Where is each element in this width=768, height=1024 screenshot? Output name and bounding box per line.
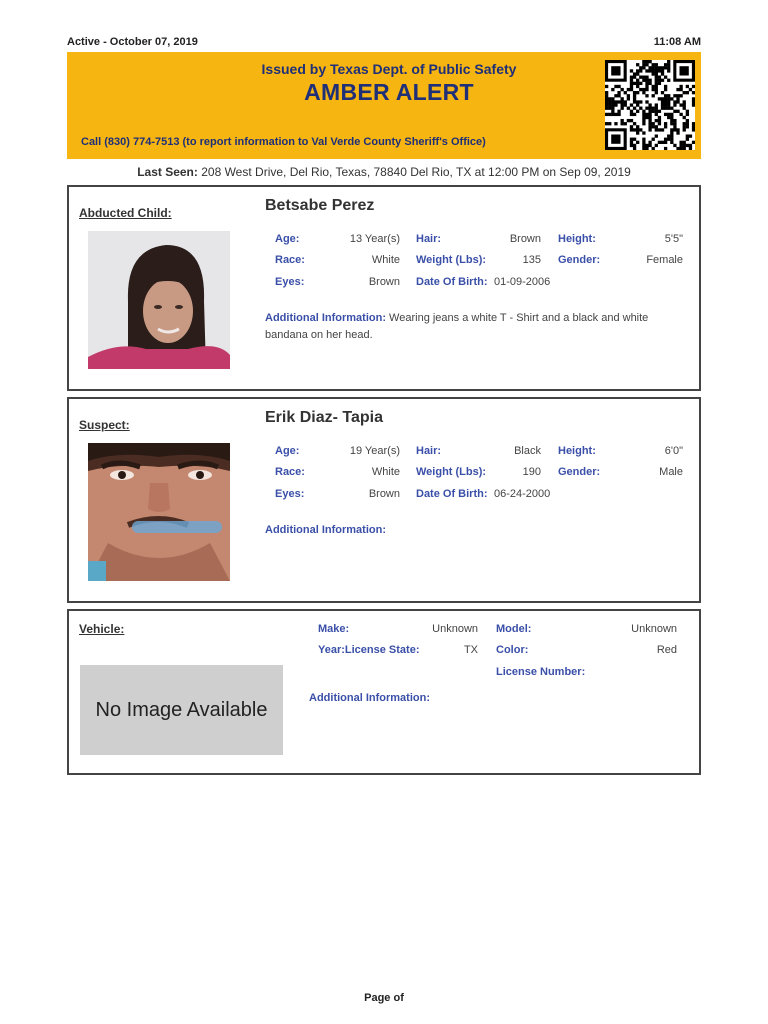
suspect-age: 19 Year(s) (349, 445, 400, 457)
suspect-race: White (371, 466, 400, 478)
suspect-hair: Black (514, 445, 541, 457)
vehicle-model-label: Model: (496, 623, 532, 635)
last-seen (67, 165, 701, 179)
child-height: 5'5" (664, 233, 683, 245)
child-weight: 135 (522, 254, 541, 266)
suspect-hair-label: Hair: (416, 445, 442, 457)
suspect-age-label: Age: (275, 445, 300, 457)
suspect-height: 6'0" (664, 445, 683, 457)
child-age: 13 Year(s) (349, 233, 400, 245)
vehicle-no-image: No Image Available (80, 665, 283, 755)
suspect-dob: 06-24-2000 (494, 488, 551, 500)
child-gender: Female (646, 254, 683, 266)
suspect-gender-label: Gender: (558, 466, 601, 478)
suspect-additional-info (265, 522, 685, 539)
child-gender-label: Gender: (558, 254, 601, 266)
child-race-label: Race: (275, 254, 305, 266)
child-race: White (371, 254, 400, 266)
status-time: 11:08 AM (653, 36, 701, 48)
vehicle-color: Red (656, 644, 677, 656)
vehicle-year-state: TX (463, 644, 478, 656)
issued-by: Issued by Texas Dept. of Public Safety (261, 61, 517, 77)
child-dob: 01-09-2006 (494, 276, 551, 288)
vehicle-section-label: Vehicle: (79, 622, 125, 636)
child-additional-text: Wearing jeans a white T - Shirt and a black and white bandana on her head. (265, 312, 649, 341)
status-line (67, 34, 701, 50)
suspect-panel (67, 397, 701, 603)
child-additional-info (265, 310, 685, 344)
child-name: Betsabe Perez (265, 197, 375, 214)
page-footer: Page of (364, 992, 404, 1004)
child-panel (67, 185, 701, 391)
qr-code-icon[interactable] (605, 60, 695, 150)
vehicle-additional-label: Additional Information: (309, 692, 430, 704)
call-info: Call (830) 774-7513 (to report information to Val Verde County Sheriff's Office) (81, 136, 486, 148)
vehicle-year-state-label: Year:License State: (318, 644, 420, 656)
child-photo (88, 231, 230, 369)
suspect-eyes-label: Eyes: (275, 488, 305, 500)
suspect-name: Erik Diaz- Tapia (265, 409, 383, 426)
suspect-height-label: Height: (558, 445, 596, 457)
vehicle-panel (67, 609, 701, 775)
suspect-section-label: Suspect: (79, 418, 130, 432)
last-seen-label: Last Seen: (137, 165, 198, 179)
vehicle-model: Unknown (631, 623, 677, 635)
suspect-weight: 190 (522, 466, 541, 478)
suspect-race-label: Race: (275, 466, 305, 478)
child-eyes: Brown (368, 276, 400, 288)
child-additional-label: Additional Information: (265, 312, 386, 324)
vehicle-color-label: Color: (496, 644, 529, 656)
suspect-additional-label: Additional Information: (265, 524, 386, 536)
child-height-label: Height: (558, 233, 596, 245)
last-seen-text: 208 West Drive, Del Rio, Texas, 78840 Del Rio, TX at 12:00 PM on Sep 09, 2019 (201, 165, 631, 179)
vehicle-license-label: License Number: (496, 666, 586, 678)
child-hair-label: Hair: (416, 233, 442, 245)
child-section-label: Abducted Child: (79, 206, 172, 220)
vehicle-make-label: Make: (318, 623, 350, 635)
vehicle-make: Unknown (432, 623, 478, 635)
alert-title: AMBER ALERT (304, 79, 474, 105)
child-dob-label: Date Of Birth: (416, 276, 488, 288)
child-hair: Brown (509, 233, 541, 245)
suspect-gender: Male (659, 466, 683, 478)
child-age-label: Age: (275, 233, 300, 245)
amber-alert-banner (67, 52, 701, 159)
suspect-weight-label: Weight (Lbs): (416, 466, 487, 478)
child-weight-label: Weight (Lbs): (416, 254, 487, 266)
suspect-eyes: Brown (368, 488, 400, 500)
child-eyes-label: Eyes: (275, 276, 305, 288)
suspect-dob-label: Date Of Birth: (416, 488, 488, 500)
status-date: Active - October 07, 2019 (67, 36, 198, 48)
suspect-photo (88, 443, 230, 581)
